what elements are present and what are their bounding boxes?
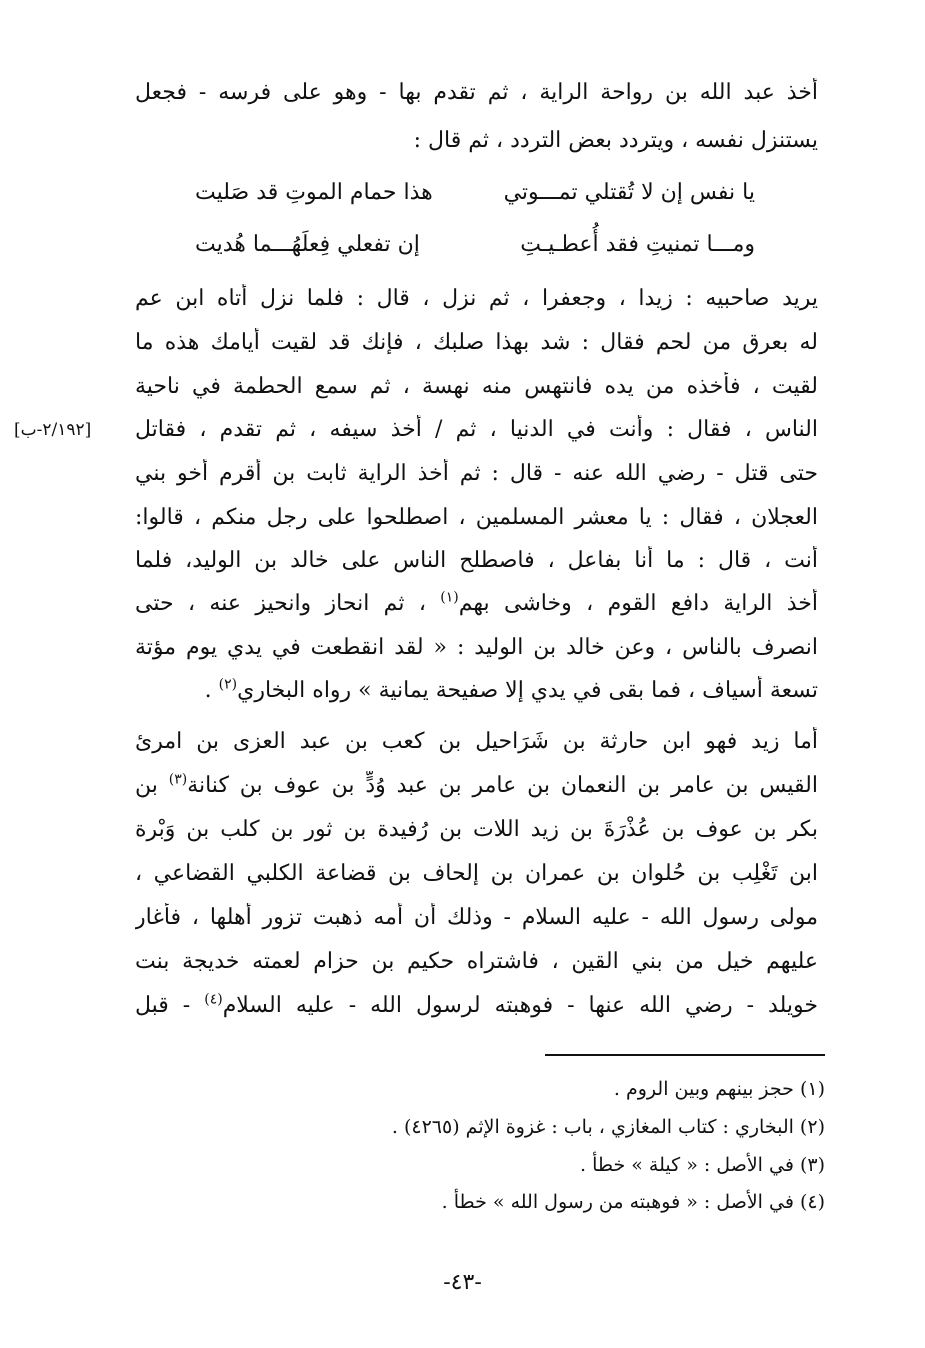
- text-line: انصرف بالناس ، وعن خالد بن الوليد : « لقد انقطعت في يدي يوم مؤتة: [135, 635, 818, 660]
- text-line: [135, 771, 818, 801]
- text-line: يريد صاحبيه : زيدا ، وجعفرا ، ثم نزل ، قال : فلما نزل أتاه ابن عم: [135, 286, 818, 311]
- text-line: عليهم خيل من بني القين ، فاشتراه حكيم بن حزام لعمته خديجة بنت: [135, 949, 818, 974]
- text-line: [135, 589, 818, 619]
- manuscript-folio-marker: [٢/١٩٢-ب]: [14, 420, 92, 440]
- footnote-marker: (٣): [168, 771, 188, 788]
- text-line: مولى رسول الله - عليه السلام - وذلك أن أمه ذهبت تزور أهلها ، فأغار: [135, 905, 818, 930]
- verse-line-1-left: هذا حمام الموتِ قد صَليت: [195, 180, 433, 205]
- page-number: -٤٣-: [443, 1270, 482, 1295]
- text-line: لقيت ، فأخذه من يده فانتهس منه نهسة ، ثم سمع الحطمة في ناحية: [135, 374, 818, 399]
- text-span: تسعة أسياف ، فما بقى في يدي إلا صفيحة يمانية » رواه البخاري: [237, 678, 818, 703]
- text-line: له بعرق من لحم فقال : شد بهذا صلبك ، فإنك قد لقيت أيامك هذه ما: [135, 330, 818, 355]
- verse-line-1-right: يا نفس إن لا تُقتلي تمـــوتي: [503, 180, 755, 205]
- text-span: - قبل: [135, 993, 205, 1018]
- text-line: حتى قتل - رضي الله عنه - قال : ثم أخذ الراية ثابت بن أقرم أخو بني: [135, 461, 818, 486]
- text-line: بكر بن عوف بن عُذْرَةَ بن زيد اللات بن رُفيدة بن ثور بن كلب بن وَبْرة: [135, 817, 818, 842]
- text-span: .: [204, 678, 219, 703]
- text-span: أخذ الراية دافع القوم ، وخاشى بهم: [458, 591, 818, 616]
- text-line: [135, 991, 818, 1021]
- text-line: العجلان ، فقال : يا معشر المسلمين ، اصطلحوا على رجل منكم ، قالوا:: [135, 505, 818, 530]
- text-span: ، ثم انحاز وانحيز عنه ، حتى: [135, 591, 441, 616]
- footnote: (٤) في الأصل : « فوهبته من رسول الله » خطأ .: [441, 1191, 825, 1213]
- footnote: (٣) في الأصل : « كيلة » خطأ .: [580, 1154, 825, 1176]
- text-line: الناس ، فقال : وأنت في الدنيا ، ثم / أخذ سيفه ، ثم تقدم ، فقاتل: [135, 417, 818, 442]
- text-line: ابن تَغْلِب بن حُلوان بن عمران بن إلحاف بن قضاعة الكلبي القضاعي ،: [135, 861, 818, 886]
- text-line: يستنزل نفسه ، ويتردد بعض التردد ، ثم قال :: [413, 128, 818, 153]
- footnote-marker: (٢): [218, 676, 238, 693]
- verse-line-2-right: ومـــا تمنيتِ فقد أُعطـيـتِ: [520, 232, 755, 257]
- text-span: القيس بن عامر بن النعمان بن عامر بن عبد وُدٍّ بن عوف بن كنانة: [187, 773, 818, 798]
- footnote: (٢) البخاري : كتاب المغازي ، باب : غزوة الإثم (٤٢٦٥) .: [391, 1116, 825, 1138]
- text-line: [135, 676, 818, 706]
- footnote-separator: [545, 1054, 825, 1056]
- text-line: أما زيد فهو ابن حارثة بن شَرَاحيل بن كعب بن عبد العزى بن امرئ: [135, 729, 818, 754]
- text-span: بن: [135, 773, 169, 798]
- text-line: أخذ عبد الله بن رواحة الراية ، ثم تقدم بها - وهو على فرسه - فجعل: [135, 80, 818, 105]
- text-span: خويلد - رضي الله عنها - فوهبته لرسول الله - عليه السلام: [222, 993, 818, 1018]
- footnote: (١) حجز بينهم وبين الروم .: [613, 1078, 825, 1100]
- verse-line-2-left: إن تفعلي فِعلَهُـــما هُديت: [195, 232, 420, 257]
- text-line: أنت ، قال : ما أنا بفاعل ، فاصطلح الناس على خالد بن الوليد، فلما: [135, 548, 818, 573]
- footnote-marker: (١): [440, 589, 459, 606]
- footnote-marker: (٤): [204, 991, 223, 1008]
